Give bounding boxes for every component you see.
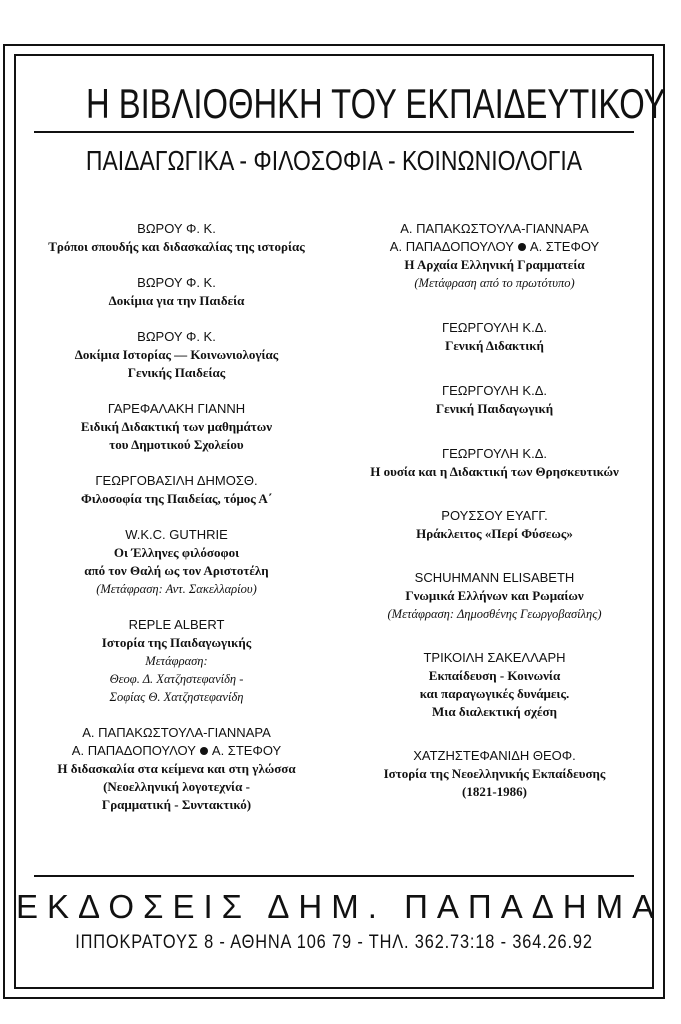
coauthor-name: Α. ΣΤΕΦΟΥ [211,743,282,758]
book-title: του Δημοτικού Σχολείου [109,437,244,452]
book-entry [24,400,329,454]
book-entry [24,328,329,382]
book-title: από τον Θαλή ως τον Αριστοτέλη [84,563,269,578]
book-entry [24,274,329,310]
book-title: Η διδασκαλία στα κείμενα και στη γλώσσα [57,761,296,776]
book-author: Α. ΠΑΠΑΚΩΣΤΟΥΛΑ-ΓΙΑΝΝΑΡΑ [400,221,589,236]
book-title: Γραμματική - Συντακτικό) [101,797,252,812]
page-frame-outer [3,44,665,999]
book-title: Η Αρχαία Ελληνική Γραμματεία [404,257,585,272]
book-title: Γενική Διδακτική [445,338,544,353]
book-entry [24,220,329,256]
book-coauthors [342,238,647,256]
book-title: Ιστορία της Παιδαγωγικής [101,635,252,650]
book-entry [342,382,647,418]
book-coauthors [24,742,329,760]
book-note: (Μετάφραση από το πρωτότυπο) [414,276,575,290]
book-title: και παραγωγικές δυνάμεις. [419,686,570,701]
book-title: (Νεοελληνική λογοτεχνία - [103,779,250,794]
bullet-icon [200,747,208,755]
book-author: ΓΕΩΡΓΟΥΛΗ Κ.Δ. [441,320,548,335]
book-title: Δοκίμια για την Παιδεία [108,293,245,308]
book-title: Φιλοσοφία της Παιδείας, τόμος Α΄ [80,491,273,506]
book-title: Δοκίμια Ιστορίας — Κοινωνιολογίας [74,347,279,362]
book-author: ΒΩΡΟΥ Φ. Κ. [137,329,216,344]
page-title: Η ΒΙΒΛΙΟΘΗΚΗ ΤΟΥ ΕΚΠΑΙΔΕΥΤΙΚΟΥ [85,80,666,127]
book-title: (1821-1986) [462,784,527,799]
coauthor-name: Α. ΠΑΠΑΔΟΠΟΥΛΟΥ [389,239,514,254]
book-title: Ιστορία της Νεοελληνικής Εκπαίδευσης [383,766,606,781]
book-title: Γενική Παιδαγωγική [435,401,554,416]
book-title: Γενικής Παιδείας [127,365,226,380]
book-list-right [342,220,647,801]
book-author: ΡΟΥΣΣΟΥ ΕΥΑΓΓ. [441,508,548,523]
publisher-name: ΕΚΔΟΣΕΙΣ ΔΗΜ. ΠΑΠΑΔΗΜΑ [16,888,664,925]
book-author: ΤΡΙΚΟΙΛΗ ΣΑΚΕΛΛΑΡΗ [423,650,566,665]
book-author: W.K.C. GUTHRIE [125,527,228,542]
book-title: Ηράκλειτος «Περί Φύσεως» [416,526,573,541]
page-subtitle: ΠΑΙΔΑΓΩΓΙΚΑ - ΦΙΛΟΣΟΦΙΑ - ΚΟΙΝΩΝΙΟΛΟΓΙΑ [85,145,583,176]
book-list-left [24,220,329,814]
book-author: Α. ΠΑΠΑΚΩΣΤΟΥΛΑ-ΓΙΑΝΝΑΡΑ [82,725,271,740]
book-author: REPLE ALBERT [128,617,225,632]
book-note: (Μετάφραση: Αντ. Σακελλαρίου) [96,582,257,596]
bullet-icon [518,243,526,251]
book-author: ΒΩΡΟΥ Φ. Κ. [137,275,216,290]
publisher-address: ΙΠΠΟΚΡΑΤΟΥΣ 8 - ΑΘΗΝΑ 106 79 - ΤΗΛ. 362.73:18 - 364.26.92 [75,932,593,953]
book-entry [342,649,647,721]
book-entry [342,507,647,543]
page-frame-inner [14,54,666,989]
book-title: Μια διαλεκτική σχέση [432,704,557,719]
book-entry [24,472,329,508]
book-title: Οι Έλληνες φιλόσοφοι [113,545,240,560]
coauthor-name: Α. ΣΤΕΦΟΥ [529,239,600,254]
book-note: (Μετάφραση: Δημοσθένης Γεωργοβασίλης) [387,607,602,621]
book-note: Σοφίας Θ. Χατζηστεφανίδη [109,690,244,704]
book-title: Ειδική Διδακτική των μαθημάτων [80,419,273,434]
book-entry [342,319,647,355]
book-entry [342,220,647,292]
book-entry [24,724,329,814]
book-author: ΓΕΩΡΓΟΥΛΗ Κ.Δ. [441,383,548,398]
book-author: ΧΑΤΖΗΣΤΕΦΑΝΙΔΗ ΘΕΟΦ. [413,748,576,763]
book-entry [24,616,329,706]
book-entry [24,526,329,598]
book-title: Τρόποι σπουδής και διδασκαλίας της ιστορίας [48,239,305,254]
book-title: Γνωμικά Ελλήνων και Ρωμαίων [405,588,584,603]
book-author: ΓΑΡΕΦΑΛΑΚΗ ΓΙΑΝΝΗ [107,401,246,416]
book-title: Εκπαίδευση - Κοινωνία [428,668,561,683]
book-entry [342,569,647,623]
coauthor-name: Α. ΠΑΠΑΔΟΠΟΥΛΟΥ [71,743,196,758]
book-author: ΓΕΩΡΓΟΥΛΗ Κ.Δ. [441,446,548,461]
book-note: Θεοφ. Δ. Χατζηστεφανίδη - [109,672,244,686]
book-author: SCHUHMANN ELISABETH [414,570,575,585]
book-author: ΒΩΡΟΥ Φ. Κ. [137,221,216,236]
book-title: Η ουσία και η Διδακτική των Θρησκευτικών [370,464,619,479]
title-divider [34,131,634,133]
book-entry [342,747,647,801]
book-entry [342,445,647,481]
footer-divider [34,875,634,877]
book-note: Μετάφραση: [145,654,208,668]
book-author: ΓΕΩΡΓΟΒΑΣΙΛΗ ΔΗΜΟΣΘ. [95,473,258,488]
